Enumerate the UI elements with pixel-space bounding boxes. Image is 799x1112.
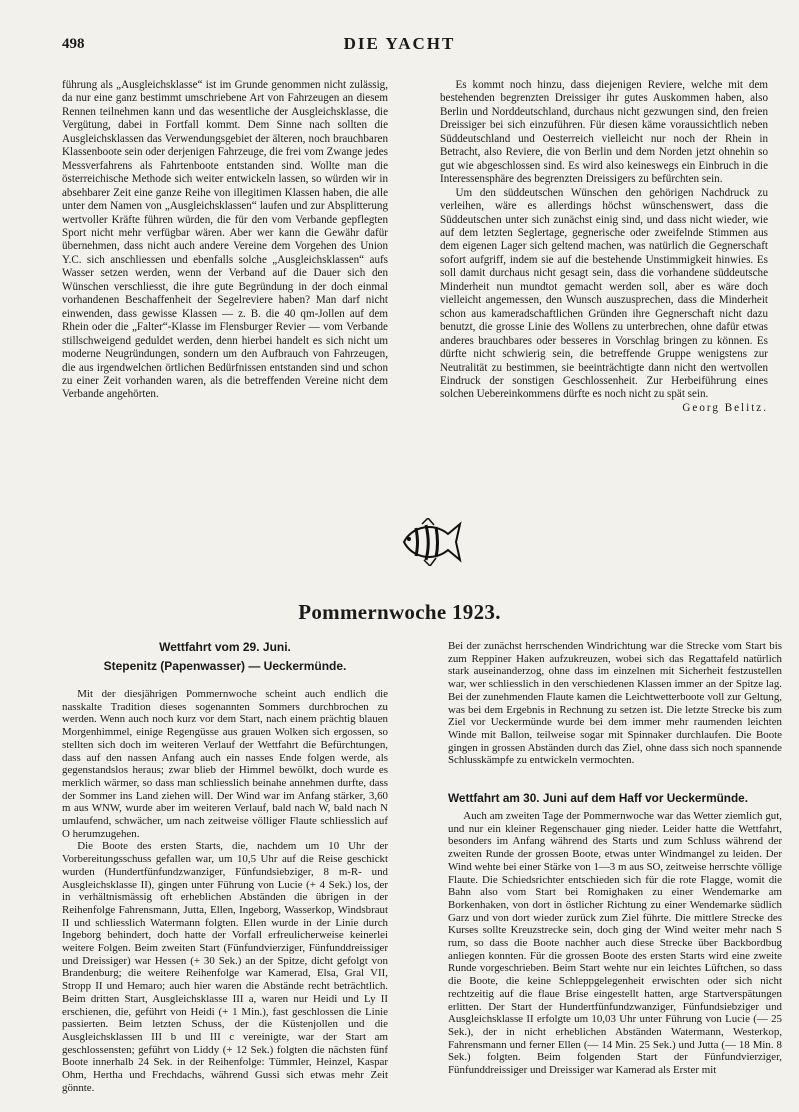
running-head: DIE YACHT	[343, 34, 456, 53]
page-number: 498	[62, 36, 85, 52]
paragraph: Mit der diesjährigen Pommernwoche scheint auch endlich die nasskalte Tradition dieses sogenannten Sommers durchbrochen zu werden. Wenn auch noch kurz vor dem Start, nach einem prächtig blauen Morgenhimmel, einige Regengüsse aus grauen Wolken sich ergossen, so stellten sich doch im weiteren Verlauf der Wettfahrt die Befürchtungen, dass auf den nassen Anfang auch ein nasses Ende folgen werde, als gegenstandslos heraus; zwar blieb der Himmel bewölkt, doch wurde es merklich wärmer, so dass man schliesslich beinahe annehmen durfte, dass der Sommer ins Land ziehen will. Der Wind war im Anfang stärker, 3,60 m aus WNW, wurde aber im weiteren Verlauf, bald nach W, bald nach N umlaufend, schwächer, um nach zeitweise völliger Flaute schliesslich auf O herumzugehen.	[62, 688, 388, 840]
author-signature: Georg Belitz.	[682, 401, 768, 414]
race-route-heading: Stepenitz (Papenwasser) — Ueckermünde.	[103, 659, 347, 673]
paragraph: führung als „Ausgleichsklasse“ ist im Grunde genommen nicht zulässig, da nur eine ganz bestimmt umschriebene Art von Fahrzeugen an diesem Rennen teilnehmen kann und das wesentliche der Ausgleichsklasse, die Vergütung, dabei in Fortfall kommt. Dem Sinne nach sollten die Ausgleichsklassen das Verwendungsgebiet der älteren, noch brauchbaren Klassenboote sein oder derjenigen Fahrzeuge, die frei vom Zwange jedes Messverfahrens als Fahrtenboote entstanden sind. Wollte man die österreichische Methode sich weiter entwickeln lassen, so würden wir in absehbarer Zeit eine ganze Reihe von illegitimen Klassen haben, die alle unter dem Namen von „Ausgleichsklassen“ laufen und zur Absplitterung wertvoller Kräfte führen würden, die für den vom Verbande gepflegten Sport nicht mehr verfügbar wären. Aber wer kann die Gewähr dafür übernehmen, dass nicht auch andere Vereine dem Vorgehen des Union Y.C. sich anschliessen und ebenfalls solche „Ausgleichsklassen“ aufs Wasser setzen werden, wenn der Verband auf die Dauer sich den Wünschen verschliesst, die ihre gute Begründung in der doch einmal vorhandenen Beschaffenheit der Segelreviere haben? Man darf nicht einwenden, dass gewisse Klassen — z. B. die 40 qm-Jollen auf dem Rhein oder die „Falter“-Klasse im Flensburger Revier — vom Verbande stillschweigend geduldet werden, denn hierbei handelt es sich nicht um moderne Neugründungen, sondern um den Aufbrauch von Fahrzeugen, die aus irgendwelchen örtlichen Bedürfnissen entstanden sind und schon zu einer Zeit vorhanden waren, als die betreffenden Vereine nicht dem Verbande angehörten.	[62, 79, 388, 401]
bottom-left-column	[62, 640, 388, 1095]
paragraph: Es kommt noch hinzu, dass diejenigen Reviere, welche mit dem bestehenden begrenzten Dreissiger ihr gutes Auskommen haben, also Berlin und Norddeutschland, durchaus nicht gezwungen sind, den freien Dreissiger bei sich einzuführen. Für diesen käme voraussichtlich neben Süddeutschland und Oesterreich vielleicht nur noch der Rhein in Betracht, also Reviere, die von Berlin und dem Norden jetzt ohnehin so gut wie abgeschlossen sind. Es wird also keineswegs ein Einbruch in die Interessensphäre des begrenzten Dreissigers zu befürchten sein.	[440, 79, 768, 186]
paragraph: Auch am zweiten Tage der Pommernwoche war das Wetter ziemlich gut, und nur ein kleiner Regenschauer ging nieder. Leider hatte die Wettfahrt, besonders im Anfang während des Starts und zum Schluss während der zweiten Runde der grossen Boote, etwas unter Windmangel zu leiden. Der Wind wehte bei einer Stärke von 1—3 m aus SO, zeitweise herrschte völlige Flaute. Die Schiedsrichter entschieden sich für die rote Flagge, womit die Bahn also vom Start bei Romighaken zu einer Wendemarke am Borkenhaken, von dort in östlicher Richtung zu einer Wendemarke südlich Garz und von dort wieder zurück zum Ziel führte. Die mittlere Strecke des Kurses sollte Kreuzstrecke sein, doch ging der Wind weiter mehr nach S rum, so dass die Boote nachher auch diese Strecke über Backbordbug anliegen konnten. Für die grossen Boote des ersten Starts wird eine zweite Runde vorgeschrieben. Beim Start wehte nur ein leichtes Lüftchen, so dass die Boote, die keine Schleppgelegenheit erwischten oder sich nicht rechtzeitig auf die flaue Brise eingestellt hatten, arge Startverspätungen erlitten. Der Start der Hundertfünfundzwanziger, Fünfundsiebziger und Ausgleichsklasse II erfolgte um 10,03 Uhr unter Führung von Lucie (— 25 Sek.), der in nicht erheblichen Abständen Watermann, Westerkop, Fahrensmann und ferner Ellen (— 14 Min. 25 Sek.) und Jutta (— 18 Min. 8 Sek.) folgten. Beim folgenden Start der Fünfundvierziger, Fünfunddreissiger und Dreissiger war Kamerad als Erster mit	[448, 810, 782, 1077]
bottom-right-column	[448, 640, 782, 1077]
race-heading: Wettfahrt am 30. Juni auf dem Haff vor Ueckermünde.	[448, 791, 749, 806]
top-left-column	[62, 79, 388, 402]
article-title: Pommernwoche 1923.	[298, 600, 501, 624]
race-heading: Wettfahrt vom 29. Juni.	[159, 640, 291, 654]
paragraph: Um den süddeutschen Wünschen den gehörigen Nachdruck zu verleihen, wäre es allerdings höchst wünschenswert, dass die Süddeutschen unter sich zunächst einig sind, und dass nicht wieder, wie auf dem letzten Seglertage, gegnerische oder zweifelnde Stimmen aus dem eigenen Lager sich geltend machen, was natürlich die Gegnerschaft sofort aufgriff, indem sie auf die bestehende Unstimmigkeit hinwies. Es soll damit durchaus nicht gesagt sein, dass die vorhandene süddeutsche Minderheit nun mundtot gemacht werden soll, aber es wäre doch vielleicht angemessen, den Wunsch auszusprechen, dass die Minderheit schon aus kameradschaftlichen Gründen ihre Gegnerschaft nicht dazu benutzt, die grosse Linie des Wollens zu unterbrechen, ohne dafür etwas anderes brauchbares oder besseres in Vorschlag bringen zu können. Es dürfte nicht schwierig sein, die betreffende Gruppe wenigstens zur Neutralität zu bestimmen, sie beeinträchtigte dann nicht den wertvollen Eindruck der sonstigen Geschlossenheit. Zur Herbeiführung eines solchen Uebereinkommens dürfte es noch nicht zu spät sein.	[440, 186, 768, 401]
paragraph: Die Boote des ersten Starts, die, nachdem um 10 Uhr der Vorbereitungsschuss gefallen war, um 10,5 Uhr auf die Reise geschickt wurden (Hundertfünfundzwanziger, Fünfundsiebziger, 8 m-R- und Ausgleichsklasse II), gingen unter Führung von Lucie (+ 4 Sek.) los, der in verhältnismässig oft erheblichen Abständen die übrigen in der Reihenfolge Fahrensmann, Jutta, Ellen, Ingeborg, Wasserkop, Windsbraut II und schliesslich Watermann folgten. Ellen wurde in der Linie durch Ingeborg behindert, doch hatte der Vorfall erfreulicherweise keinerlei weitere Folgen. Beim zweiten Start (Fünfundvierziger, Fünfunddreissiger und Dreissiger) war Hessen (+ 30 Sek.) an der Spitze, dicht gefolgt von Brandenburg; die weitere Reihenfolge war Kamerad, Elsa, Gral VII, Stropp II und Hemaro; auch hier waren die Abstände recht beträchtlich. Beim dritten Start, Ausgleichsklasse III a, waren nur Heidi und Ly II erschienen, die, geführt von Heidi (+ 1 Min.), fast geschlossen die Linie passierten. Beim letzten Schuss, der die Küstenjollen und die Ausgleichsklassen III b und III c vereinigte, war der Start am geschlossensten; geführt von Liddy (+ 12 Sek.) folgten die nächsten fünf Boote innerhalb 24 Sek. in der Reihenfolge: Tümmler, Heinzel, Kaspar Ohm, Hertha und Frechdachs, während Gussi sich etwas mehr Zeit gönnte.	[62, 840, 388, 1094]
top-right-column	[440, 79, 768, 415]
paragraph: Bei der zunächst herrschenden Windrichtung war die Strecke vom Start bis zum Reppiner Haken aufzukreuzen, wobei sich das Regattafeld natürlich stark auseinanderzog, ohne dass im einzelnen mit Sicherheit festzustellen war, wer schliesslich in den verschiedenen Klassen immer an der Spitze lag. Bei der zunehmenden Flaute kamen die Leichtwetterboote voll zur Geltung, was bei dem Ergebnis in Rechnung zu setzen ist. Die letzte Strecke bis zum Ziel vor Ueckermünde wurde bei dem immer mehr raumenden leichten Winde mit Ballon, teilweise sogar mit Spinnaker durchlaufen. Die Boote gingen in grossen Abständen durch das Ziel, ohne dass sich noch spannende Schlusskämpfe zu entwickeln vermochten.	[448, 640, 782, 767]
fish-ornament-icon	[398, 518, 462, 566]
